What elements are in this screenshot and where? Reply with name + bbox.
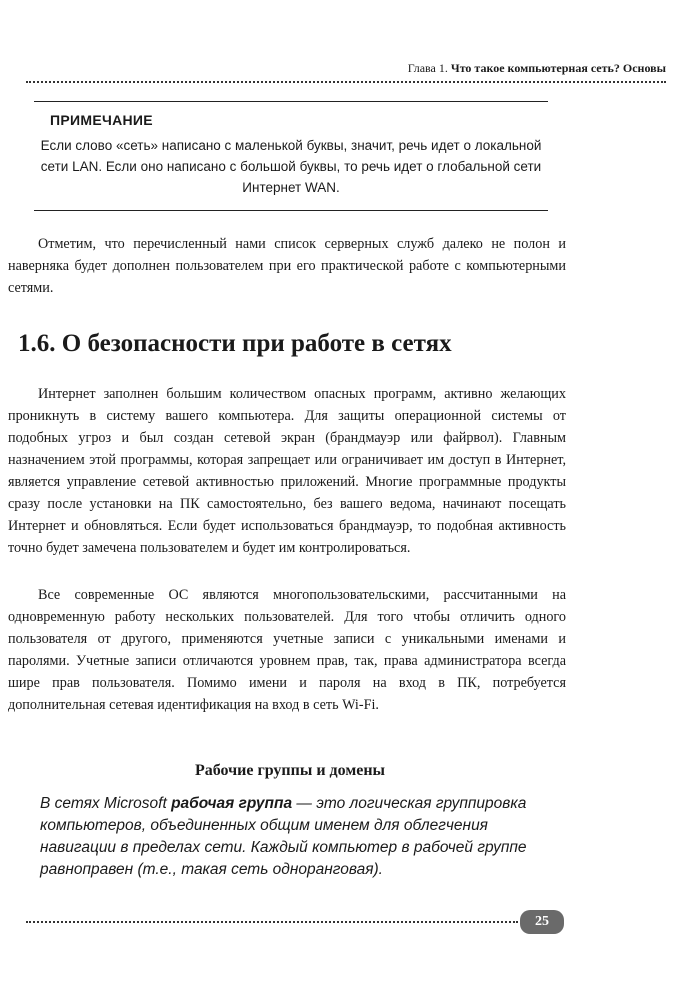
paragraph: Все современные ОС являются многопользовательскими, рассчитанными на одновременную работу нескольких пользователей. Для того чтобы отличить одного пользователя от другого, применяются учетные записи с уникальными именами и паролями. Учетные записи отличаются уровнем прав, так, права администратора всегда шире прав пользователя. Помимо имени и пароля на вход в ПК, потребуется дополнительная сетевая идентификация на вход в сеть Wi-Fi. (8, 587, 566, 713)
section-heading: 1.6. О безопасности при работе в сетях (18, 330, 452, 357)
running-header-text (408, 61, 666, 76)
running-header (26, 61, 666, 83)
note-title: ПРИМЕЧАНИЕ (50, 112, 153, 128)
paragraph: Отметим, что перечисленный нами список серверных служб далеко не полон и наверняка будет дополнен пользователем при его практической работе с компьютерными сетями. (8, 236, 566, 296)
subsection-heading: Рабочие группы и домены (194, 762, 386, 779)
paragraph: Интернет заполнен большим количеством опасных программ, активно желающих проникнуть в систему вашего компьютера. Для защиты операционной системы от подобных угроз и был создан сетевой экран (брандмауэр или файрвол). Главным назначением этой программы, которая запрещает или ограничивает им доступ в Интернет, является управление сетевой активностью приложений. Многие программные продукты сразу после установки на ПК самостоятельно, без вашего ведома, начинают посещать Интернет и обновляться. Если будет использоваться брандмауэр, то подобная активность точно будет замечена пользователем и будет им контролироваться. (8, 386, 566, 556)
definition-term: рабочая группа (171, 795, 293, 812)
definition-lead: В сетях Microsoft (40, 795, 172, 812)
definition-paragraph (40, 793, 560, 881)
page-number: 25 (520, 910, 564, 934)
definition-rest: — это логическая группировка компьютеров, объединенных общим именем для облегчения навигации в пределах сети. Каждый компьютер в рабочей группе равноправен (т.е., такая сеть одноранговая). (40, 795, 527, 878)
note-body: Если слово «сеть» написано с маленькой буквы, значит, речь идет о локальной сети LAN. Если оно написано с большой буквы, то речь идет о глобальной сети Интернет WAN. (40, 138, 542, 195)
chapter-title: Что такое компьютерная сеть? Основы (450, 61, 666, 75)
chapter-label: Глава 1. (407, 61, 448, 75)
note-box (34, 101, 548, 211)
footer-rule (26, 921, 518, 923)
